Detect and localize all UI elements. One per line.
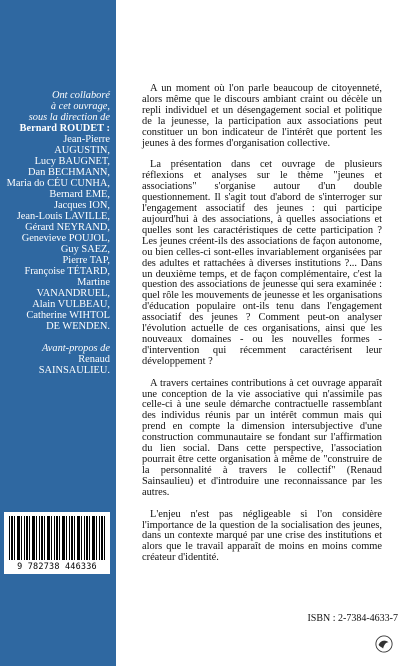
foreword-author: Renaud SAINSAULIEU. [38,354,110,376]
contributor-name: Gérard NEYRAND, [25,222,110,233]
contributor-name: Bernard EME, [49,189,110,200]
contributor-name: Lucy BAUGNET, [34,156,110,167]
blurb-paragraph: La présentation dans cet ouvrage de plusieurs réflexions et analyses sur le thème "jeunes et associations" s'organise autour d'un double questionnement. Il s'agit tout d'abord de s'interroger sur l'engagement associatif des jeunes : qui participe aujourd'hui à des associations, à quelles associations et quelles sont les caractéristiques de cette participation ? Les jeunes créent-ils des associations de façon autonome, ou bien celles-ci sont-elles invariablement organisées par des adultes et rattachées à diverses institutions ?... Dans un deuxième temps, et de façon complémentaire, c'est la question des associations de jeunesse qui sera examinée : quel rôle les mouvements de jeunesse et les organisations d'éducation populaire ont-ils tenu dans l'engagement associatif des jeunes ? Comment peut-on analyser l'évolution actuelle de ces organisations, ainsi que les nouveaux domaines - ou les nouvelles formes - d'intervention qui récemment caractérisent leur développement ? [142,159,382,367]
contributor-name: Jean-Louis LAVILLE, [16,211,110,222]
contributor-name: Françoise TÉTARD, [24,266,110,277]
intro-line: sous la direction de [28,112,110,123]
blurb-paragraph: L'enjeu n'est pas négligeable si l'on considère l'importance de la question de la socialisation des jeunes, dans un contexte marqué par une crise des institutions et alors que le travail apparaît de moins en moins comme créateur d'identité. [142,508,382,564]
contributor-name: Genevieve POUJOL, [21,233,110,244]
contributor-name: Dan BECHMANN, [28,167,110,178]
foreword-label: Avant-propos de [41,343,110,354]
barcode [4,512,110,574]
contributor-name: Catherine WIHTOL [26,310,110,321]
contributor-name: Jean-Pierre AUGUSTIN, [54,134,110,156]
blurb-paragraph: A travers certaines contributions à cet ouvrage apparaît une conception de la vie associative qui n'assimile pas celle-ci à une seule démarche contractuelle rassemblant des individus réunis par un intérêt commun mais qui prend en compte la dimension intersubjective d'une construction communautaire se fondant sur l'affirmation du lien social. Dans cette perspective, l'association pourrait être cette organisation à même de "construire de la personnalité à travers le collectif" (Renaud Sainsaulieu) et d'introduire une reconnaissance par les autres. [142,377,382,498]
publisher-logo-icon [375,635,393,653]
contributor-name: DE WENDEN. [46,321,110,332]
isbn: ISBN : 2-7384-4633-7 [307,613,398,624]
intro-line: à cet ouvrage, [50,101,110,112]
contributor-name: Maria do CÉU CUNHA, [6,178,110,189]
contributors-block [6,90,110,376]
contributor-name: Jacques ION, [54,200,110,211]
contributors-sidebar [0,0,116,666]
contributor-name: Martine VANANDRUEL, [36,277,110,299]
intro-line: Ont collaboré [51,90,110,101]
director-name: Bernard ROUDET : [19,123,110,134]
barcode-number: 9 782738 446336 [17,562,97,572]
contributor-name: Alain VULBEAU, [32,299,110,310]
contributor-name: Pierre TAP, [62,255,110,266]
spacer [6,332,110,343]
blurb-paragraph: A un moment où l'on parle beaucoup de citoyenneté, alors même que le discours ambiant craint ou décèle un repli individuel et un désengagement social et politique de la jeunesse, la participation aux associations peut constituer un bon indicateur de l'intérêt que portent les jeunes à des formes d'organisation collective. [142,83,382,149]
blurb [142,84,382,575]
contributor-name: Guy SAEZ, [60,244,110,255]
barcode-bars [9,516,105,560]
